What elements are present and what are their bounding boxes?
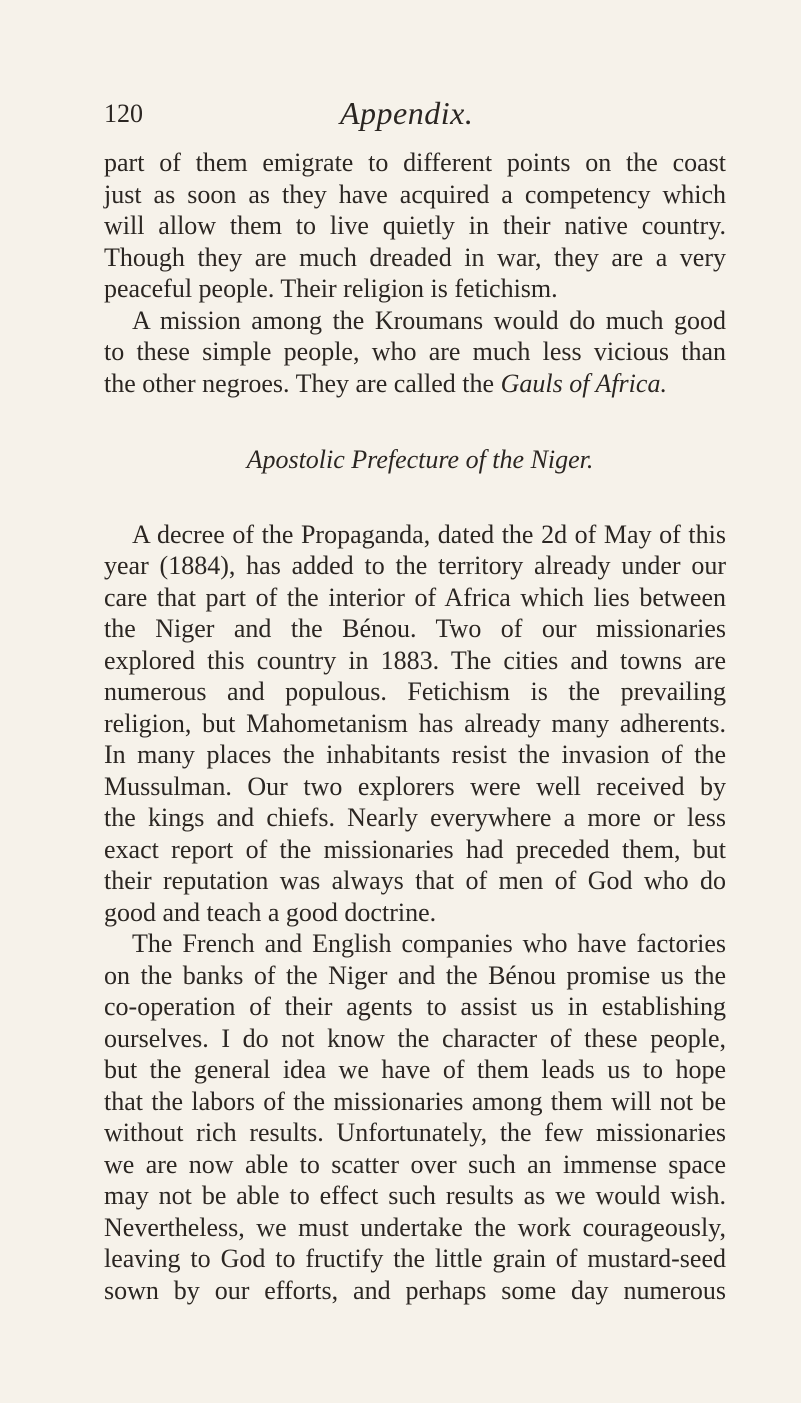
text-line: part of them emigrate to different points on the coast [104,148,726,177]
paragraph [104,147,726,305]
text-line: we are now able to scatter over such an immense space [104,1149,726,1179]
text-line: exact report of the missionaries had preceded them, but [104,834,726,864]
text-line: year (1884), has added to the territory already under our [104,551,726,580]
text-line: will allow them to live quietly in their native country. [104,211,726,240]
text-line [104,368,726,400]
text-line: religion, but Mahometanism has already many adherents. [104,708,726,738]
text-line: The French and English companies who have factories [132,929,726,958]
text-line: In many places the inhabitants resist the invasion of the [104,740,726,769]
text-line: co-operation of their agents to assist us in establishing [104,992,726,1021]
text-line: care that part of the interior of Africa which lies between [104,582,726,612]
italic-phrase: Gauls of Africa. [500,368,667,398]
text-line: Nevertheless, we must undertake the work courageously, [104,1212,726,1242]
text-line: their reputation was always that of men of God who do [104,866,726,895]
text-line: peaceful people. Their religion is fetichism. [104,274,558,303]
text-line: ourselves. I do not know the character of these people, [104,1023,726,1053]
text-line: Though they are much dreaded in war, they are a very [104,242,726,272]
text-line: A mission among the Kroumans would do much good [132,305,726,335]
paragraph [104,519,726,929]
paragraph [104,928,726,1306]
page-number: 120 [104,99,143,128]
text-line: that the labors of the missionaries among them will not be [104,1086,726,1116]
text-line: to these simple people, who are much less vicious than [104,337,726,366]
text-line: the kings and chiefs. Nearly everywhere a more or less [104,803,726,832]
text-line: A decree of the Propaganda, dated the 2d of May of this [132,519,726,549]
paragraph [104,305,726,400]
text-line: Mussulman. Our two explorers were well received by [104,771,726,801]
text-line: the Niger and the Bénou. Two of our missionaries [104,614,726,643]
text-line: leaving to God to fructify the little grain of mustard-seed [104,1244,726,1273]
text-line: on the banks of the Niger and the Bénou promise us the [104,960,726,990]
text-line: good and teach a good doctrine. [104,897,437,927]
text-line: explored this country in 1883. The cities and towns are [104,645,726,675]
text-line: may not be able to effect such results as we would wish. [104,1181,726,1210]
section-heading: Apostolic Prefecture of the Niger. [246,445,594,474]
running-title: Appendix. [340,95,474,131]
text-line: but the general idea we have of them leads us to hope [104,1055,726,1084]
text-line: without rich results. Unfortunately, the few missionaries [104,1118,726,1147]
running-head [0,96,801,136]
text-span: the other negroes. They are called the [104,368,501,398]
text-line: just as soon as they have acquired a competency which [104,179,726,209]
text-line: numerous and populous. Fetichism is the prevailing [104,677,726,706]
body-text [104,147,726,1306]
text-line: sown by our efforts, and perhaps some day numerous [104,1275,726,1305]
